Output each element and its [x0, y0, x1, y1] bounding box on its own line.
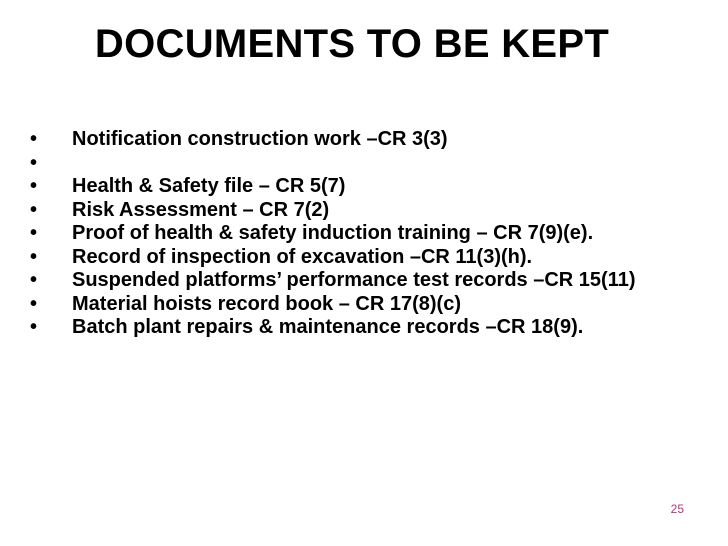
bullet-icon: •: [30, 151, 38, 174]
bullet-item: [30, 128, 700, 152]
bullet-icon: •: [30, 222, 38, 244]
bullet-icon: •: [30, 245, 38, 268]
bullet-item: [30, 199, 700, 223]
bullet-text: Health & Safety file – CR 5(7): [72, 175, 346, 197]
bullet-item: [30, 222, 700, 246]
bullet-item: [30, 152, 700, 176]
bullet-text: Proof of health & safety induction training – CR 7(9)(e).: [72, 222, 594, 244]
bullet-item: [30, 293, 700, 317]
bullet-text: Record of inspection of excavation –CR 11(3)(h).: [72, 245, 533, 268]
bullet-text: Risk Assessment – CR 7(2): [72, 198, 330, 221]
bullet-item: [30, 246, 700, 270]
bullet-icon: •: [30, 269, 38, 291]
bullet-item: [30, 269, 700, 293]
bullet-item: [30, 175, 700, 199]
bullet-icon: •: [30, 316, 38, 338]
bullet-icon: •: [30, 128, 38, 150]
bullet-list: [30, 128, 700, 340]
bullet-icon: •: [30, 292, 38, 315]
page-number: 25: [670, 502, 684, 516]
bullet-text: Material hoists record book – CR 17(8)(c): [72, 292, 461, 315]
bullet-icon: •: [30, 198, 38, 221]
bullet-icon: •: [30, 175, 38, 197]
slide-title: DOCUMENTS TO BE KEPT: [94, 22, 610, 66]
bullet-text: Batch plant repairs & maintenance records –CR 18(9).: [72, 316, 584, 338]
bullet-item: [30, 316, 700, 340]
bullet-text: Notification construction work –CR 3(3): [72, 128, 448, 150]
bullet-text: Suspended platforms’ performance test records –CR 15(11): [72, 269, 636, 291]
